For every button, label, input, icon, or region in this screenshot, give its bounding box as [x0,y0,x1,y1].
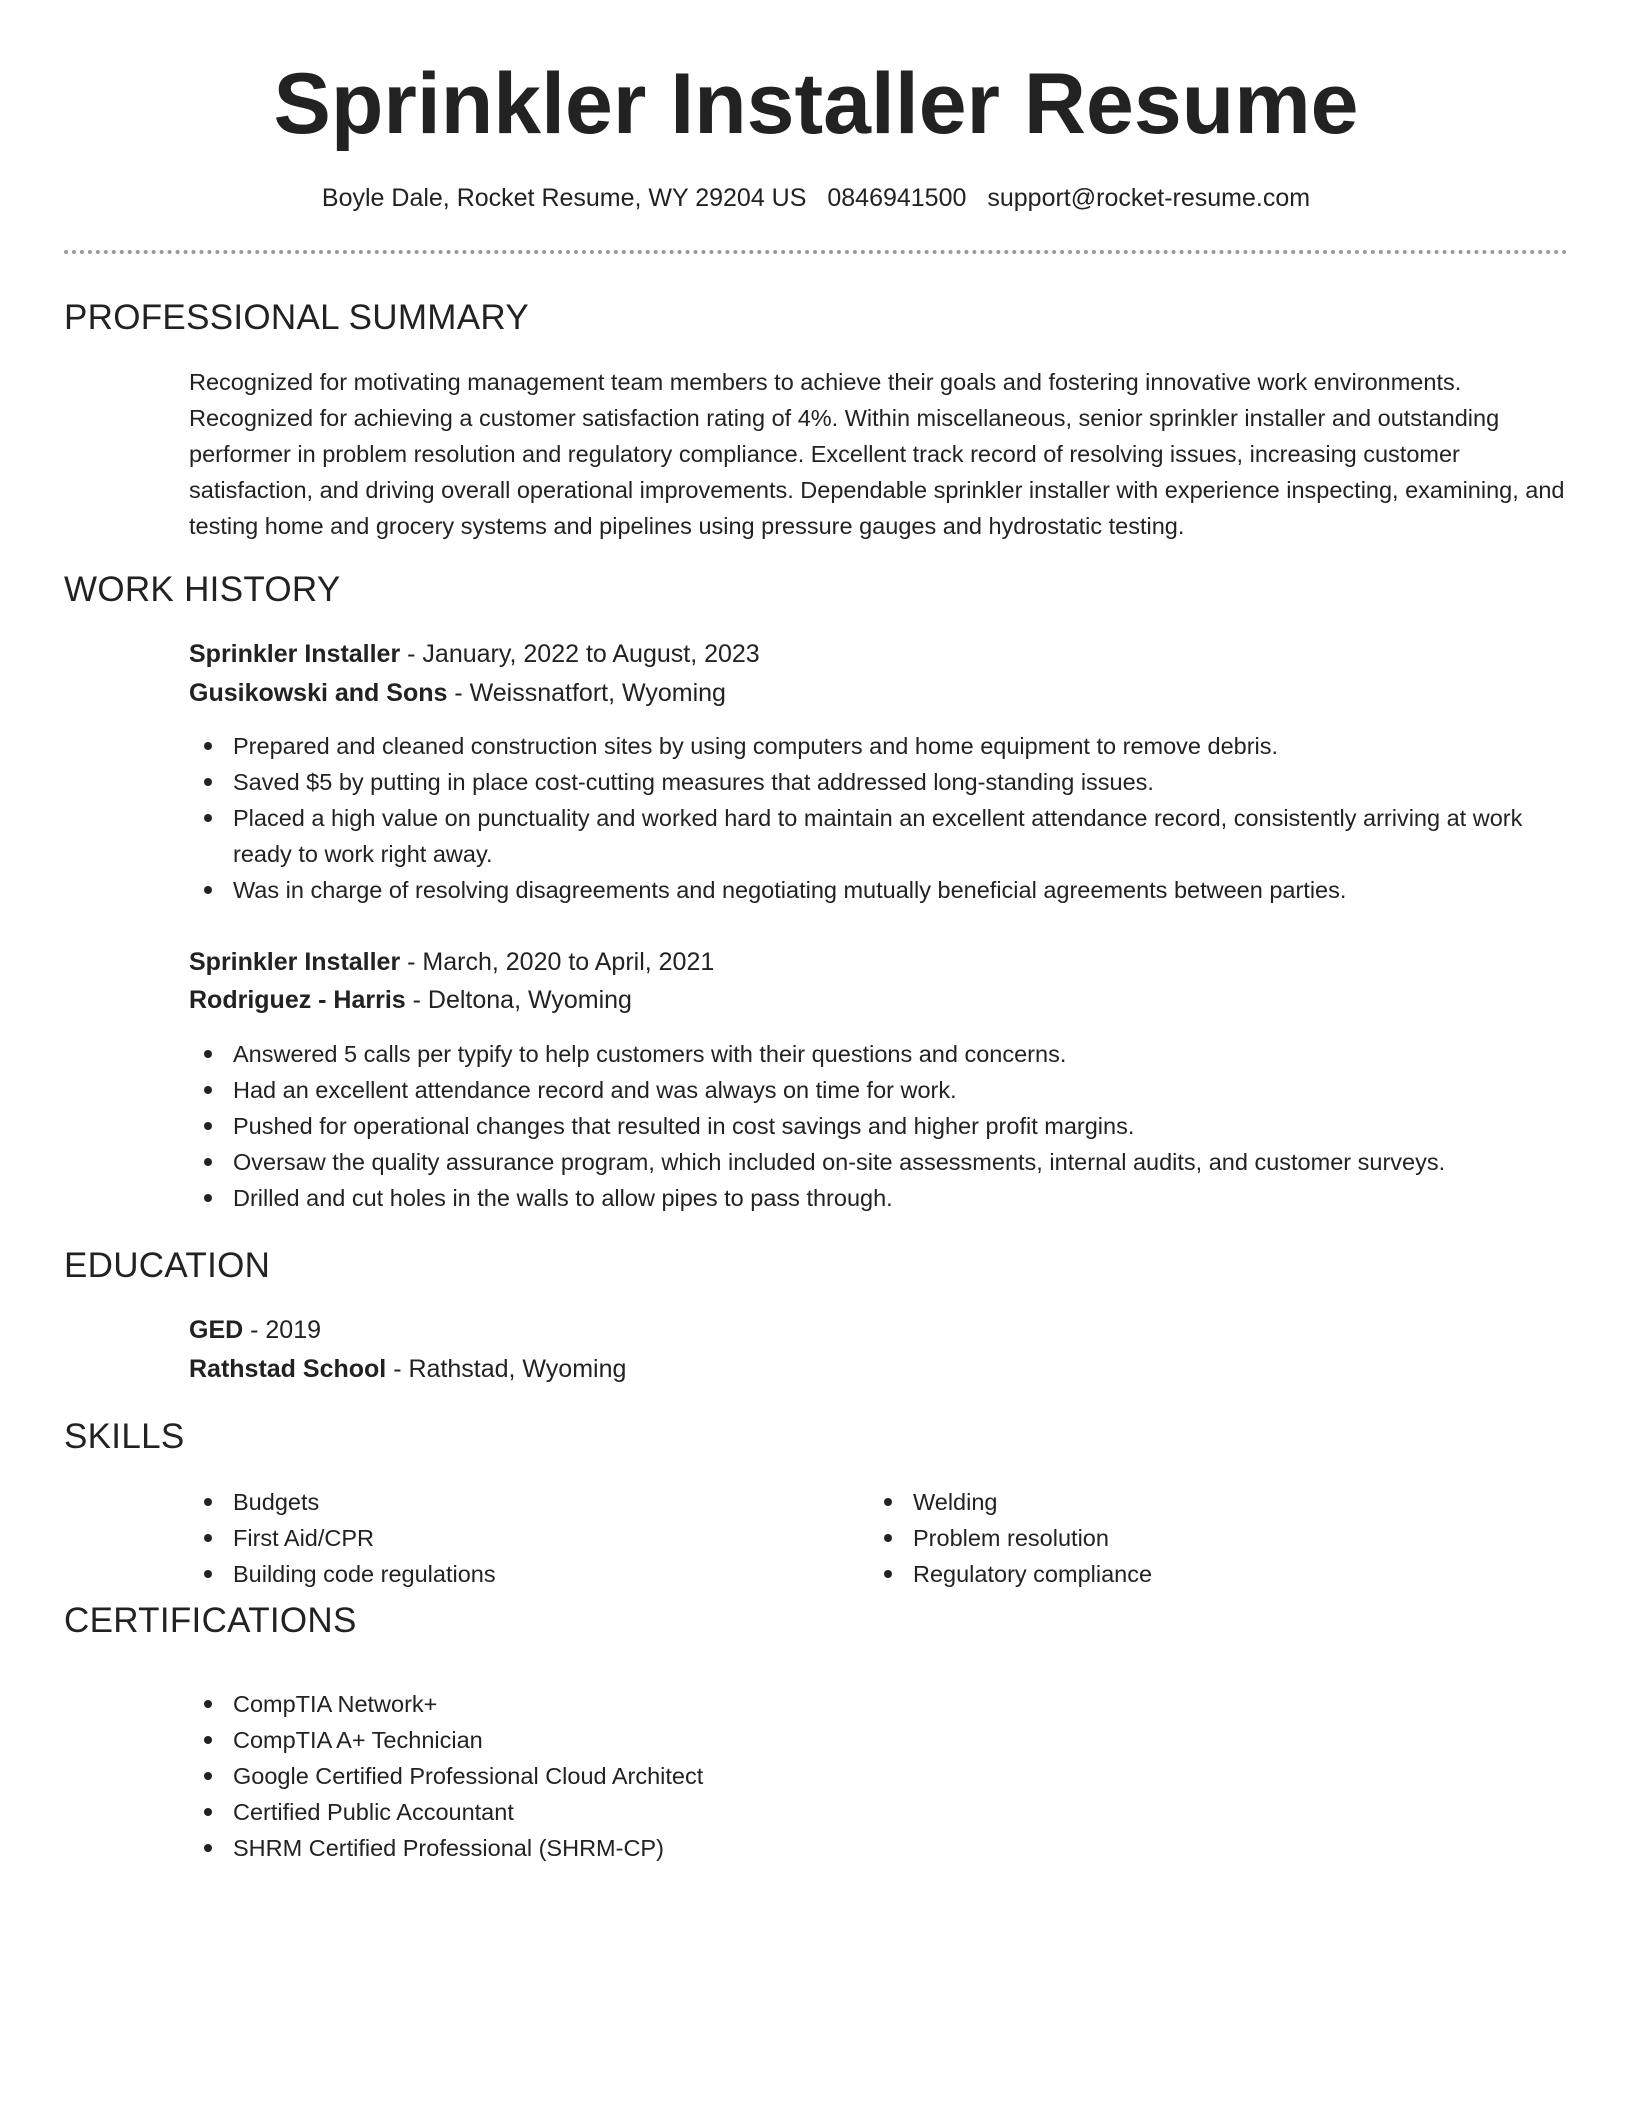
skills-list-right [869,1484,1509,1592]
list-item: Regulatory compliance [869,1556,1509,1592]
job-1-company-line [189,675,726,711]
contact-phone: 0846941500 [827,184,967,212]
job-1-title-line [189,636,760,672]
contact-address: Boyle Dale, Rocket Resume, WY 29204 US [321,184,807,212]
job-2-company: Rodriguez - Harris [189,986,406,1014]
list-item: SHRM Certified Professional (SHRM-CP) [189,1830,1569,1866]
job-1-title: Sprinkler Installer [189,640,401,668]
list-item: Google Certified Professional Cloud Architect [189,1758,1569,1794]
header-divider [64,250,1568,254]
education-degree-line [189,1312,321,1348]
job-1-bullets [189,728,1569,908]
list-item: Certified Public Accountant [189,1794,1569,1830]
education-school-line [189,1351,626,1387]
job-2-dates: - March, 2020 to April, 2021 [400,948,715,976]
job-2-bullets [189,1036,1569,1216]
education-year: - 2019 [243,1316,322,1344]
list-item: Building code regulations [189,1556,829,1592]
list-item: Problem resolution [869,1520,1509,1556]
list-item: Oversaw the quality assurance program, which included on-site assessments, internal audits, and customer surveys. [189,1144,1569,1180]
list-item: Pushed for operational changes that resulted in cost savings and higher profit margins. [189,1108,1569,1144]
job-2-title-line [189,944,714,980]
list-item: Was in charge of resolving disagreements and negotiating mutually beneficial agreements between parties. [189,872,1569,908]
job-1-location: - Weissnatfort, Wyoming [447,679,726,707]
certifications-list [189,1686,1569,1866]
list-item: Prepared and cleaned construction sites by using computers and home equipment to remove debris. [189,728,1569,764]
list-item: Had an excellent attendance record and was always on time for work. [189,1072,1569,1108]
list-item: Answered 5 calls per typify to help customers with their questions and concerns. [189,1036,1569,1072]
resume-title: Sprinkler Installer Resume [273,56,1359,152]
job-2-company-line [189,982,632,1018]
list-item: CompTIA A+ Technician [189,1722,1569,1758]
job-2-title: Sprinkler Installer [189,948,401,976]
education-location: - Rathstad, Wyoming [386,1355,627,1383]
list-item: CompTIA Network+ [189,1686,1569,1722]
contact-email: support@rocket-resume.com [987,184,1311,212]
certifications-heading: CERTIFICATIONS [64,1601,357,1640]
list-item: Budgets [189,1484,829,1520]
summary-heading: PROFESSIONAL SUMMARY [64,298,529,337]
education-heading: EDUCATION [64,1246,271,1285]
contact-line [0,180,1632,216]
job-1-company: Gusikowski and Sons [189,679,448,707]
list-item: First Aid/CPR [189,1520,829,1556]
job-1-dates: - January, 2022 to August, 2023 [400,640,760,668]
education-degree: GED [189,1316,244,1344]
list-item: Placed a high value on punctuality and worked hard to maintain an excellent attendance record, consistently arriving at work ready to work right away. [189,800,1569,872]
education-school: Rathstad School [189,1355,387,1383]
list-item: Drilled and cut holes in the walls to allow pipes to pass through. [189,1180,1569,1216]
work-history-heading: WORK HISTORY [64,570,341,609]
list-item: Saved $5 by putting in place cost-cutting measures that addressed long-standing issues. [189,764,1569,800]
skills-heading: SKILLS [64,1417,185,1456]
job-2-location: - Deltona, Wyoming [405,986,632,1014]
list-item: Welding [869,1484,1509,1520]
skills-list-left [189,1484,829,1592]
summary-text: Recognized for motivating management team members to achieve their goals and fostering innovative work environments. Recognized for achieving a customer satisfaction rating of 4%. Within miscellaneous, senior sprinkler installer and outstanding performer in problem resolution and regulatory compliance. Excellent track record of resolving issues, increasing customer satisfaction, and driving overall operational improvements. Dependable sprinkler installer with experience inspecting, examining, and testing home and grocery systems and pipelines using pressure gauges and hydrostatic testing. [189,369,1565,539]
